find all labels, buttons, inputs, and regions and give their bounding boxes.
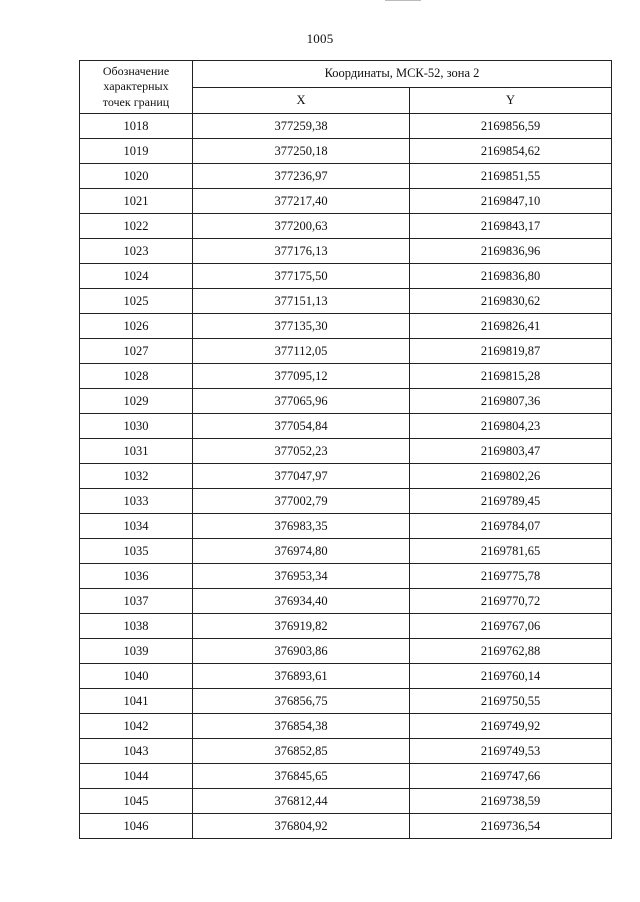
point-id-cell: 1038 — [80, 614, 193, 639]
table-row — [80, 114, 612, 139]
x-coordinate-cell: 376856,75 — [193, 689, 410, 714]
coordinates-group-header: Координаты, МСК-52, зона 2 — [193, 61, 612, 88]
y-coordinate-cell: 2169807,36 — [410, 389, 612, 414]
point-id-cell: 1035 — [80, 539, 193, 564]
y-coordinate-cell: 2169749,53 — [410, 739, 612, 764]
point-id-cell: 1028 — [80, 364, 193, 389]
point-id-cell: 1044 — [80, 764, 193, 789]
point-id-cell: 1041 — [80, 689, 193, 714]
y-coordinate-cell: 2169762,88 — [410, 639, 612, 664]
point-id-cell: 1027 — [80, 339, 193, 364]
table-row — [80, 314, 612, 339]
table-row — [80, 189, 612, 214]
point-id-cell: 1022 — [80, 214, 193, 239]
table-row — [80, 639, 612, 664]
table-row — [80, 439, 612, 464]
x-coordinate-cell: 377250,18 — [193, 139, 410, 164]
y-coordinate-cell: 2169856,59 — [410, 114, 612, 139]
y-coordinate-cell: 2169749,92 — [410, 714, 612, 739]
points-header-line: характерных — [103, 79, 169, 94]
point-id-cell: 1043 — [80, 739, 193, 764]
point-id-cell: 1025 — [80, 289, 193, 314]
x-coordinate-cell: 376804,92 — [193, 814, 410, 839]
y-coordinate-cell: 2169747,66 — [410, 764, 612, 789]
table-body — [80, 114, 612, 839]
y-coordinate-cell: 2169836,96 — [410, 239, 612, 264]
point-id-cell: 1020 — [80, 164, 193, 189]
point-id-cell: 1029 — [80, 389, 193, 414]
table-row — [80, 339, 612, 364]
table-row — [80, 664, 612, 689]
y-coordinate-cell: 2169760,14 — [410, 664, 612, 689]
x-coordinate-cell: 376845,65 — [193, 764, 410, 789]
point-id-cell: 1034 — [80, 514, 193, 539]
table-row — [80, 689, 612, 714]
x-coordinate-cell: 376854,38 — [193, 714, 410, 739]
point-id-cell: 1021 — [80, 189, 193, 214]
y-coordinate-cell: 2169830,62 — [410, 289, 612, 314]
table-row — [80, 714, 612, 739]
y-coordinate-cell: 2169836,80 — [410, 264, 612, 289]
x-coordinate-cell: 377135,30 — [193, 314, 410, 339]
y-coordinate-cell: 2169775,78 — [410, 564, 612, 589]
table-row — [80, 264, 612, 289]
y-coordinate-cell: 2169770,72 — [410, 589, 612, 614]
table-row — [80, 164, 612, 189]
y-coordinate-cell: 2169819,87 — [410, 339, 612, 364]
points-header-line: точек границ — [102, 94, 170, 109]
table-row — [80, 589, 612, 614]
x-coordinate-cell: 377047,97 — [193, 464, 410, 489]
coordinates-table — [79, 60, 612, 839]
x-coordinate-cell: 376983,35 — [193, 514, 410, 539]
x-coordinate-cell: 376893,61 — [193, 664, 410, 689]
x-coordinate-cell: 377217,40 — [193, 189, 410, 214]
x-coordinate-cell: 377176,13 — [193, 239, 410, 264]
table-row — [80, 364, 612, 389]
y-coordinate-cell: 2169736,54 — [410, 814, 612, 839]
y-coordinate-cell: 2169854,62 — [410, 139, 612, 164]
point-id-cell: 1040 — [80, 664, 193, 689]
table-row — [80, 489, 612, 514]
x-coordinate-cell: 376903,86 — [193, 639, 410, 664]
y-coordinate-cell: 2169767,06 — [410, 614, 612, 639]
x-coordinate-cell: 377200,63 — [193, 214, 410, 239]
point-id-cell: 1024 — [80, 264, 193, 289]
table-row — [80, 139, 612, 164]
x-coordinate-cell: 377175,50 — [193, 264, 410, 289]
y-coordinate-cell: 2169843,17 — [410, 214, 612, 239]
point-id-cell: 1030 — [80, 414, 193, 439]
point-id-cell: 1036 — [80, 564, 193, 589]
x-coordinate-cell: 377259,38 — [193, 114, 410, 139]
points-header-line: Обозначение — [102, 63, 170, 78]
y-coordinate-cell: 2169781,65 — [410, 539, 612, 564]
x-coordinate-cell: 377065,96 — [193, 389, 410, 414]
point-id-cell: 1045 — [80, 789, 193, 814]
table-row — [80, 614, 612, 639]
x-coordinate-cell: 376852,85 — [193, 739, 410, 764]
table-row — [80, 764, 612, 789]
table-row — [80, 739, 612, 764]
point-id-cell: 1033 — [80, 489, 193, 514]
point-id-cell: 1032 — [80, 464, 193, 489]
y-coordinate-cell: 2169804,23 — [410, 414, 612, 439]
y-coordinate-cell: 2169851,55 — [410, 164, 612, 189]
x-coordinate-cell: 377052,23 — [193, 439, 410, 464]
scan-edge-line — [385, 0, 421, 1]
y-coordinate-cell: 2169826,41 — [410, 314, 612, 339]
x-coordinate-cell: 377112,05 — [193, 339, 410, 364]
x-coordinate-cell: 376919,82 — [193, 614, 410, 639]
y-coordinate-cell: 2169803,47 — [410, 439, 612, 464]
y-coordinate-cell: 2169815,28 — [410, 364, 612, 389]
y-column-header: Y — [410, 87, 612, 114]
point-id-cell: 1031 — [80, 439, 193, 464]
table-row — [80, 814, 612, 839]
point-id-cell: 1023 — [80, 239, 193, 264]
y-coordinate-cell: 2169738,59 — [410, 789, 612, 814]
x-coordinate-cell: 376974,80 — [193, 539, 410, 564]
point-id-cell: 1046 — [80, 814, 193, 839]
x-coordinate-cell: 377151,13 — [193, 289, 410, 314]
y-coordinate-cell: 2169750,55 — [410, 689, 612, 714]
y-coordinate-cell: 2169802,26 — [410, 464, 612, 489]
point-id-cell: 1042 — [80, 714, 193, 739]
table-row — [80, 564, 612, 589]
table-row — [80, 214, 612, 239]
table-row — [80, 289, 612, 314]
point-id-cell: 1026 — [80, 314, 193, 339]
point-id-cell: 1019 — [80, 139, 193, 164]
y-coordinate-cell: 2169847,10 — [410, 189, 612, 214]
table-row — [80, 514, 612, 539]
table-row — [80, 789, 612, 814]
points-column-header — [80, 61, 193, 114]
x-column-header: X — [193, 87, 410, 114]
table-row — [80, 239, 612, 264]
table-row — [80, 539, 612, 564]
x-coordinate-cell: 377095,12 — [193, 364, 410, 389]
table-row — [80, 414, 612, 439]
point-id-cell: 1039 — [80, 639, 193, 664]
y-coordinate-cell: 2169784,07 — [410, 514, 612, 539]
x-coordinate-cell: 377236,97 — [193, 164, 410, 189]
table-row — [80, 389, 612, 414]
x-coordinate-cell: 377054,84 — [193, 414, 410, 439]
y-coordinate-cell: 2169789,45 — [410, 489, 612, 514]
page-number: 1005 — [306, 31, 334, 46]
point-id-cell: 1018 — [80, 114, 193, 139]
table-row — [80, 464, 612, 489]
x-coordinate-cell: 376934,40 — [193, 589, 410, 614]
x-coordinate-cell: 376953,34 — [193, 564, 410, 589]
x-coordinate-cell: 376812,44 — [193, 789, 410, 814]
x-coordinate-cell: 377002,79 — [193, 489, 410, 514]
point-id-cell: 1037 — [80, 589, 193, 614]
